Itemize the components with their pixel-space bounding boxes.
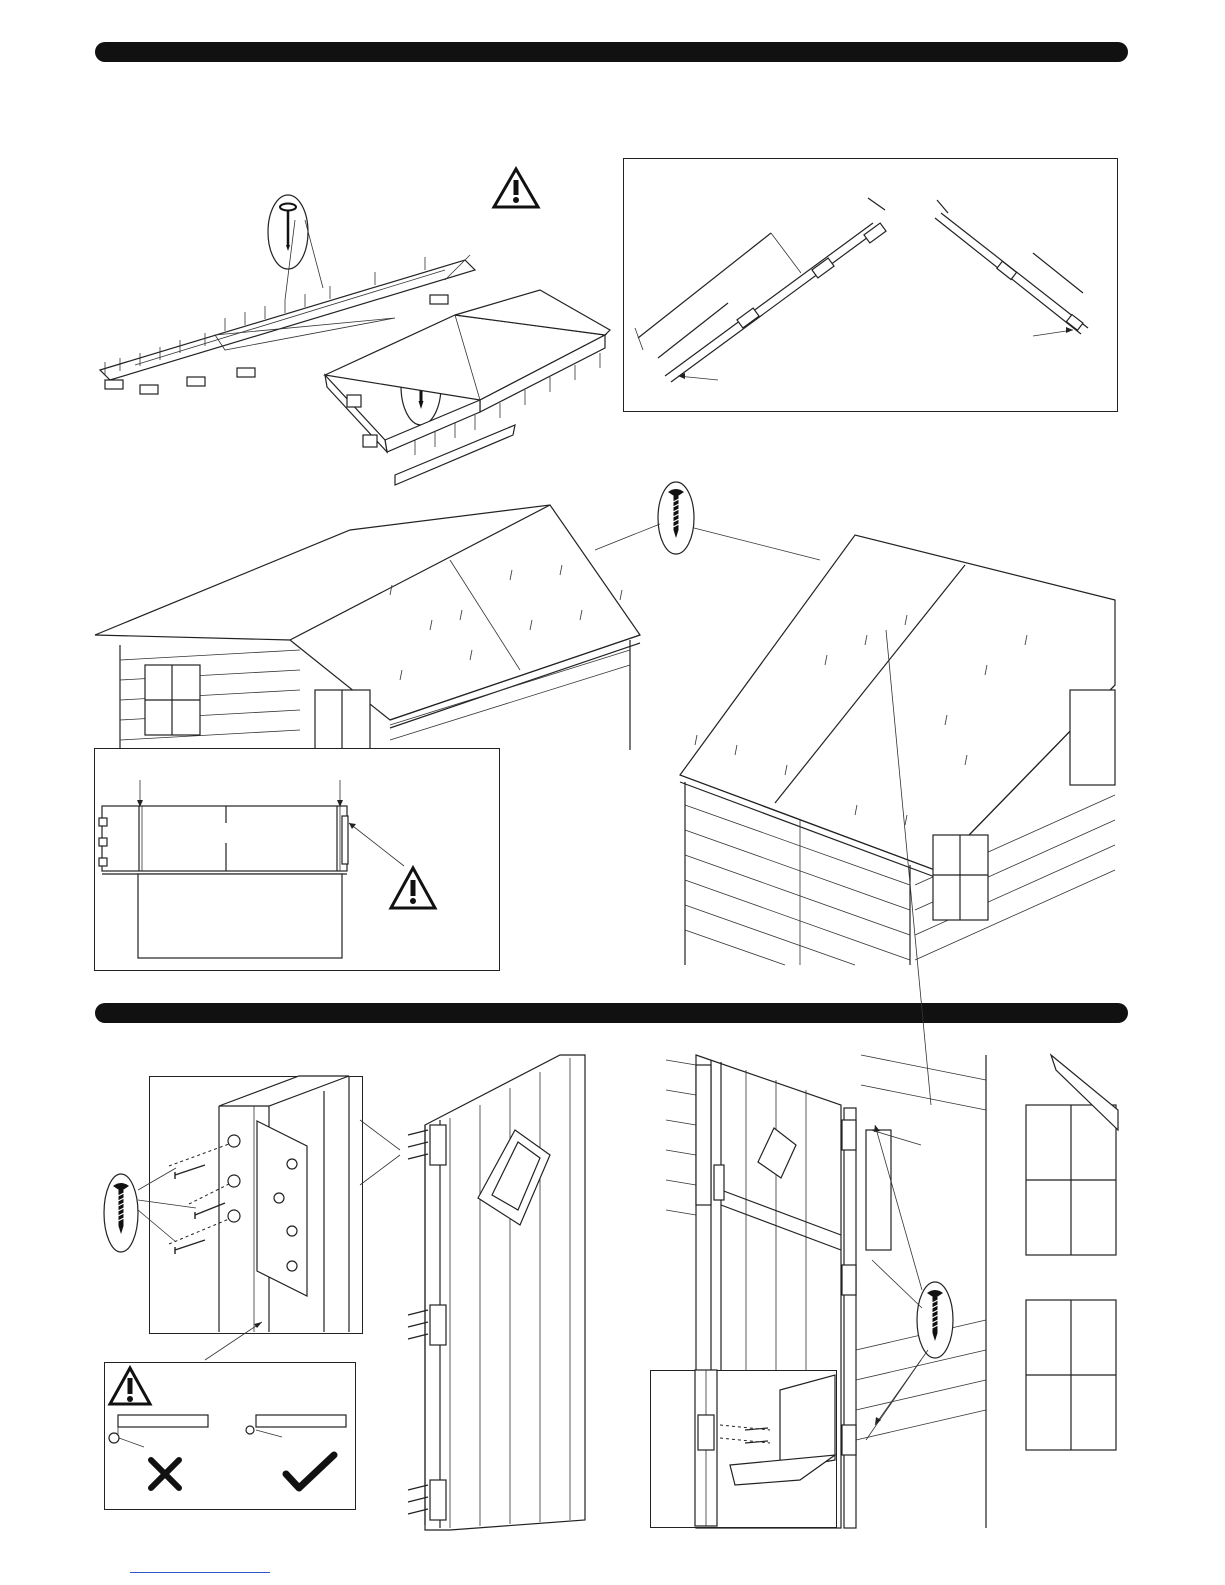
overhang-warning-icon xyxy=(389,866,437,910)
screw-callout-icon xyxy=(102,1172,140,1254)
door-leaf-drawing xyxy=(360,1050,595,1530)
roof-warning-icon xyxy=(492,167,540,209)
roof-section-bar xyxy=(95,42,1128,62)
door-frame-inset-drawing xyxy=(650,1370,835,1526)
exploded-roof-drawing xyxy=(95,240,620,500)
cross-mark-icon xyxy=(148,1457,182,1491)
roof-edge-detail-drawing xyxy=(623,158,1116,410)
door-screw-leaders xyxy=(860,1120,940,1430)
gap-pointer-line xyxy=(200,1320,270,1365)
roof-overhang-detail-drawing xyxy=(94,748,498,969)
screw-leader-lines xyxy=(590,510,830,570)
door-section-bar xyxy=(95,1003,1128,1023)
hinge-leader-lines xyxy=(136,1150,236,1250)
shed-left-view-drawing xyxy=(90,500,650,750)
footer-link-underline[interactable] xyxy=(130,1572,270,1573)
check-mark-icon xyxy=(283,1452,337,1492)
